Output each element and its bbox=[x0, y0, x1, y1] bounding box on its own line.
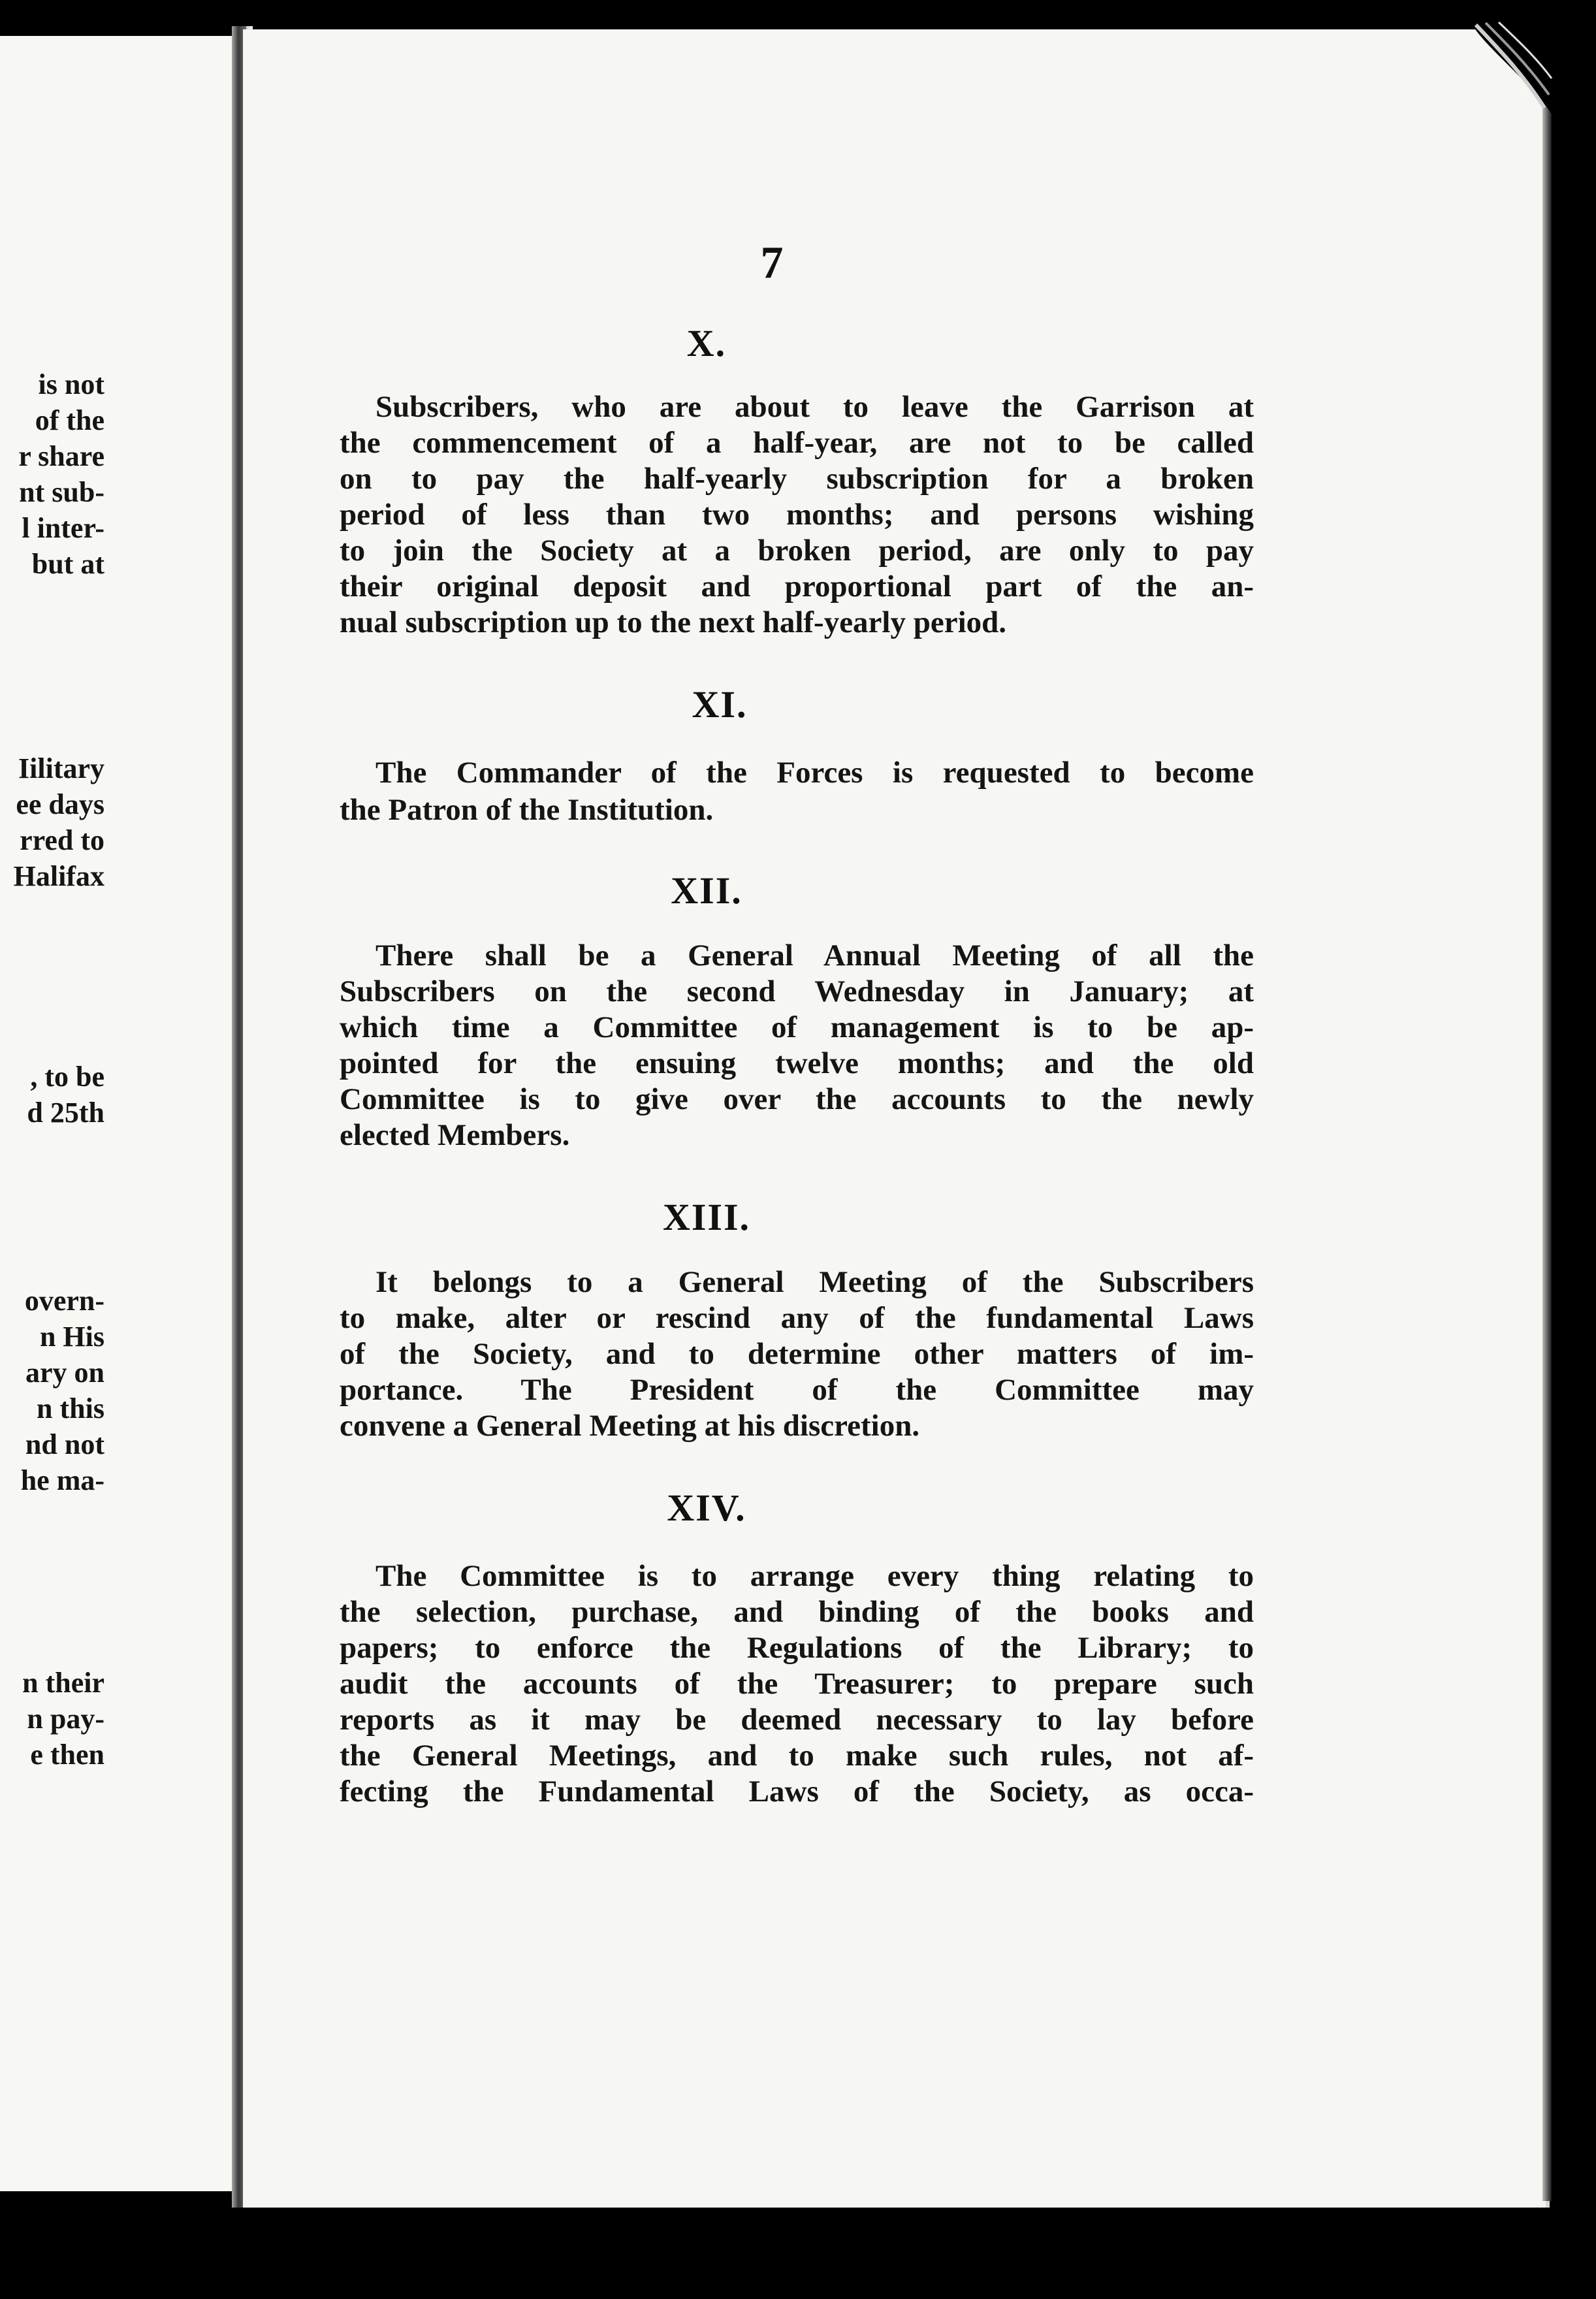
left-page-line: n His bbox=[39, 1321, 104, 1353]
left-page-line: Halifax bbox=[13, 860, 104, 892]
section-xiii-line: of the Society, and to determine other matters of im- bbox=[340, 1337, 1254, 1371]
section-xii-line: Subscribers on the second Wednesday in January; at bbox=[340, 974, 1254, 1008]
section-xi-line: the Patron of the Institution. bbox=[340, 793, 714, 827]
left-page-line: n pay- bbox=[27, 1703, 104, 1735]
section-x-line: Subscribers, who are about to leave the Garrison at bbox=[375, 390, 1254, 424]
section-xiv-line: the General Meetings, and to make such rules, not af- bbox=[340, 1739, 1254, 1773]
section-xiii-line: portance. The President of the Committee may bbox=[340, 1373, 1254, 1407]
section-xi-line: The Commander of the Forces is requested to become bbox=[375, 756, 1254, 790]
section-heading-xiv: XIV. bbox=[667, 1487, 746, 1529]
left-page-line: n this bbox=[37, 1392, 104, 1424]
section-xii-line: There shall be a General Annual Meeting of all the bbox=[375, 939, 1254, 973]
section-xiv-line: reports as it may be deemed necessary to lay before bbox=[340, 1703, 1254, 1737]
section-heading-xiii: XIII. bbox=[662, 1196, 751, 1238]
left-page-line: is not bbox=[38, 368, 104, 400]
section-x-line: their original deposit and proportional part of the an- bbox=[340, 570, 1254, 603]
section-x-line: period of less than two months; and persons wishing bbox=[340, 498, 1254, 532]
section-xii-line: elected Members. bbox=[340, 1118, 570, 1152]
left-page-line: overn- bbox=[24, 1285, 104, 1317]
left-page-line: e then bbox=[30, 1739, 104, 1771]
section-xiv-line: The Committee is to arrange every thing relating to bbox=[375, 1559, 1254, 1593]
section-x-line: the commencement of a half-year, are not to be called bbox=[340, 426, 1254, 460]
page-number: 7 bbox=[760, 238, 784, 288]
section-xiii-line: to make, alter or rescind any of the fundamental Laws bbox=[340, 1301, 1254, 1335]
section-x-line: on to pay the half-yearly subscription for a broken bbox=[340, 462, 1254, 496]
left-page-line: nt sub- bbox=[19, 476, 104, 508]
left-page-line: he ma- bbox=[20, 1464, 104, 1496]
left-page-line: nd not bbox=[25, 1428, 104, 1460]
left-page-line: ary on bbox=[25, 1357, 104, 1389]
dog-ear-corner bbox=[1463, 20, 1554, 118]
left-page-line: but at bbox=[31, 548, 104, 580]
left-page-line: Iilitary bbox=[18, 752, 104, 784]
section-xii-line: which time a Committee of management is to be ap- bbox=[340, 1010, 1254, 1044]
section-xiii-line: convene a General Meeting at his discretion. bbox=[340, 1409, 920, 1443]
section-heading-xii: XII. bbox=[671, 869, 742, 912]
section-xiv-line: audit the accounts of the Treasurer; to prepare such bbox=[340, 1667, 1254, 1701]
right-page bbox=[243, 29, 1550, 2208]
left-page-line: of the bbox=[35, 404, 104, 436]
section-heading-xi: XI. bbox=[692, 683, 748, 726]
left-page-line: l inter- bbox=[22, 512, 104, 544]
left-facing-page bbox=[0, 36, 232, 2191]
section-xiii-line: It belongs to a General Meeting of the Subscribers bbox=[375, 1265, 1254, 1299]
left-page-line: , to be bbox=[30, 1061, 104, 1093]
section-heading-x: X. bbox=[686, 322, 727, 364]
left-page-line: ee days bbox=[16, 788, 104, 820]
page-edge-shadow bbox=[1542, 39, 1552, 2201]
section-xiv-line: fecting the Fundamental Laws of the Society, as occa- bbox=[340, 1775, 1254, 1809]
section-xiv-line: papers; to enforce the Regulations of the Library; to bbox=[340, 1631, 1254, 1665]
section-xiv-line: the selection, purchase, and binding of the books and bbox=[340, 1595, 1254, 1629]
section-x-line: nual subscription up to the next half-yearly period. bbox=[340, 605, 1007, 639]
left-page-line: d 25th bbox=[27, 1097, 104, 1129]
left-page-line: r share bbox=[18, 440, 104, 472]
left-page-line: rred to bbox=[20, 824, 104, 856]
section-xii-line: pointed for the ensuing twelve months; and the old bbox=[340, 1046, 1254, 1080]
section-xii-line: Committee is to give over the accounts to the newly bbox=[340, 1082, 1254, 1116]
left-page-line: n their bbox=[22, 1667, 104, 1699]
section-x-line: to join the Society at a broken period, are only to pay bbox=[340, 534, 1254, 568]
